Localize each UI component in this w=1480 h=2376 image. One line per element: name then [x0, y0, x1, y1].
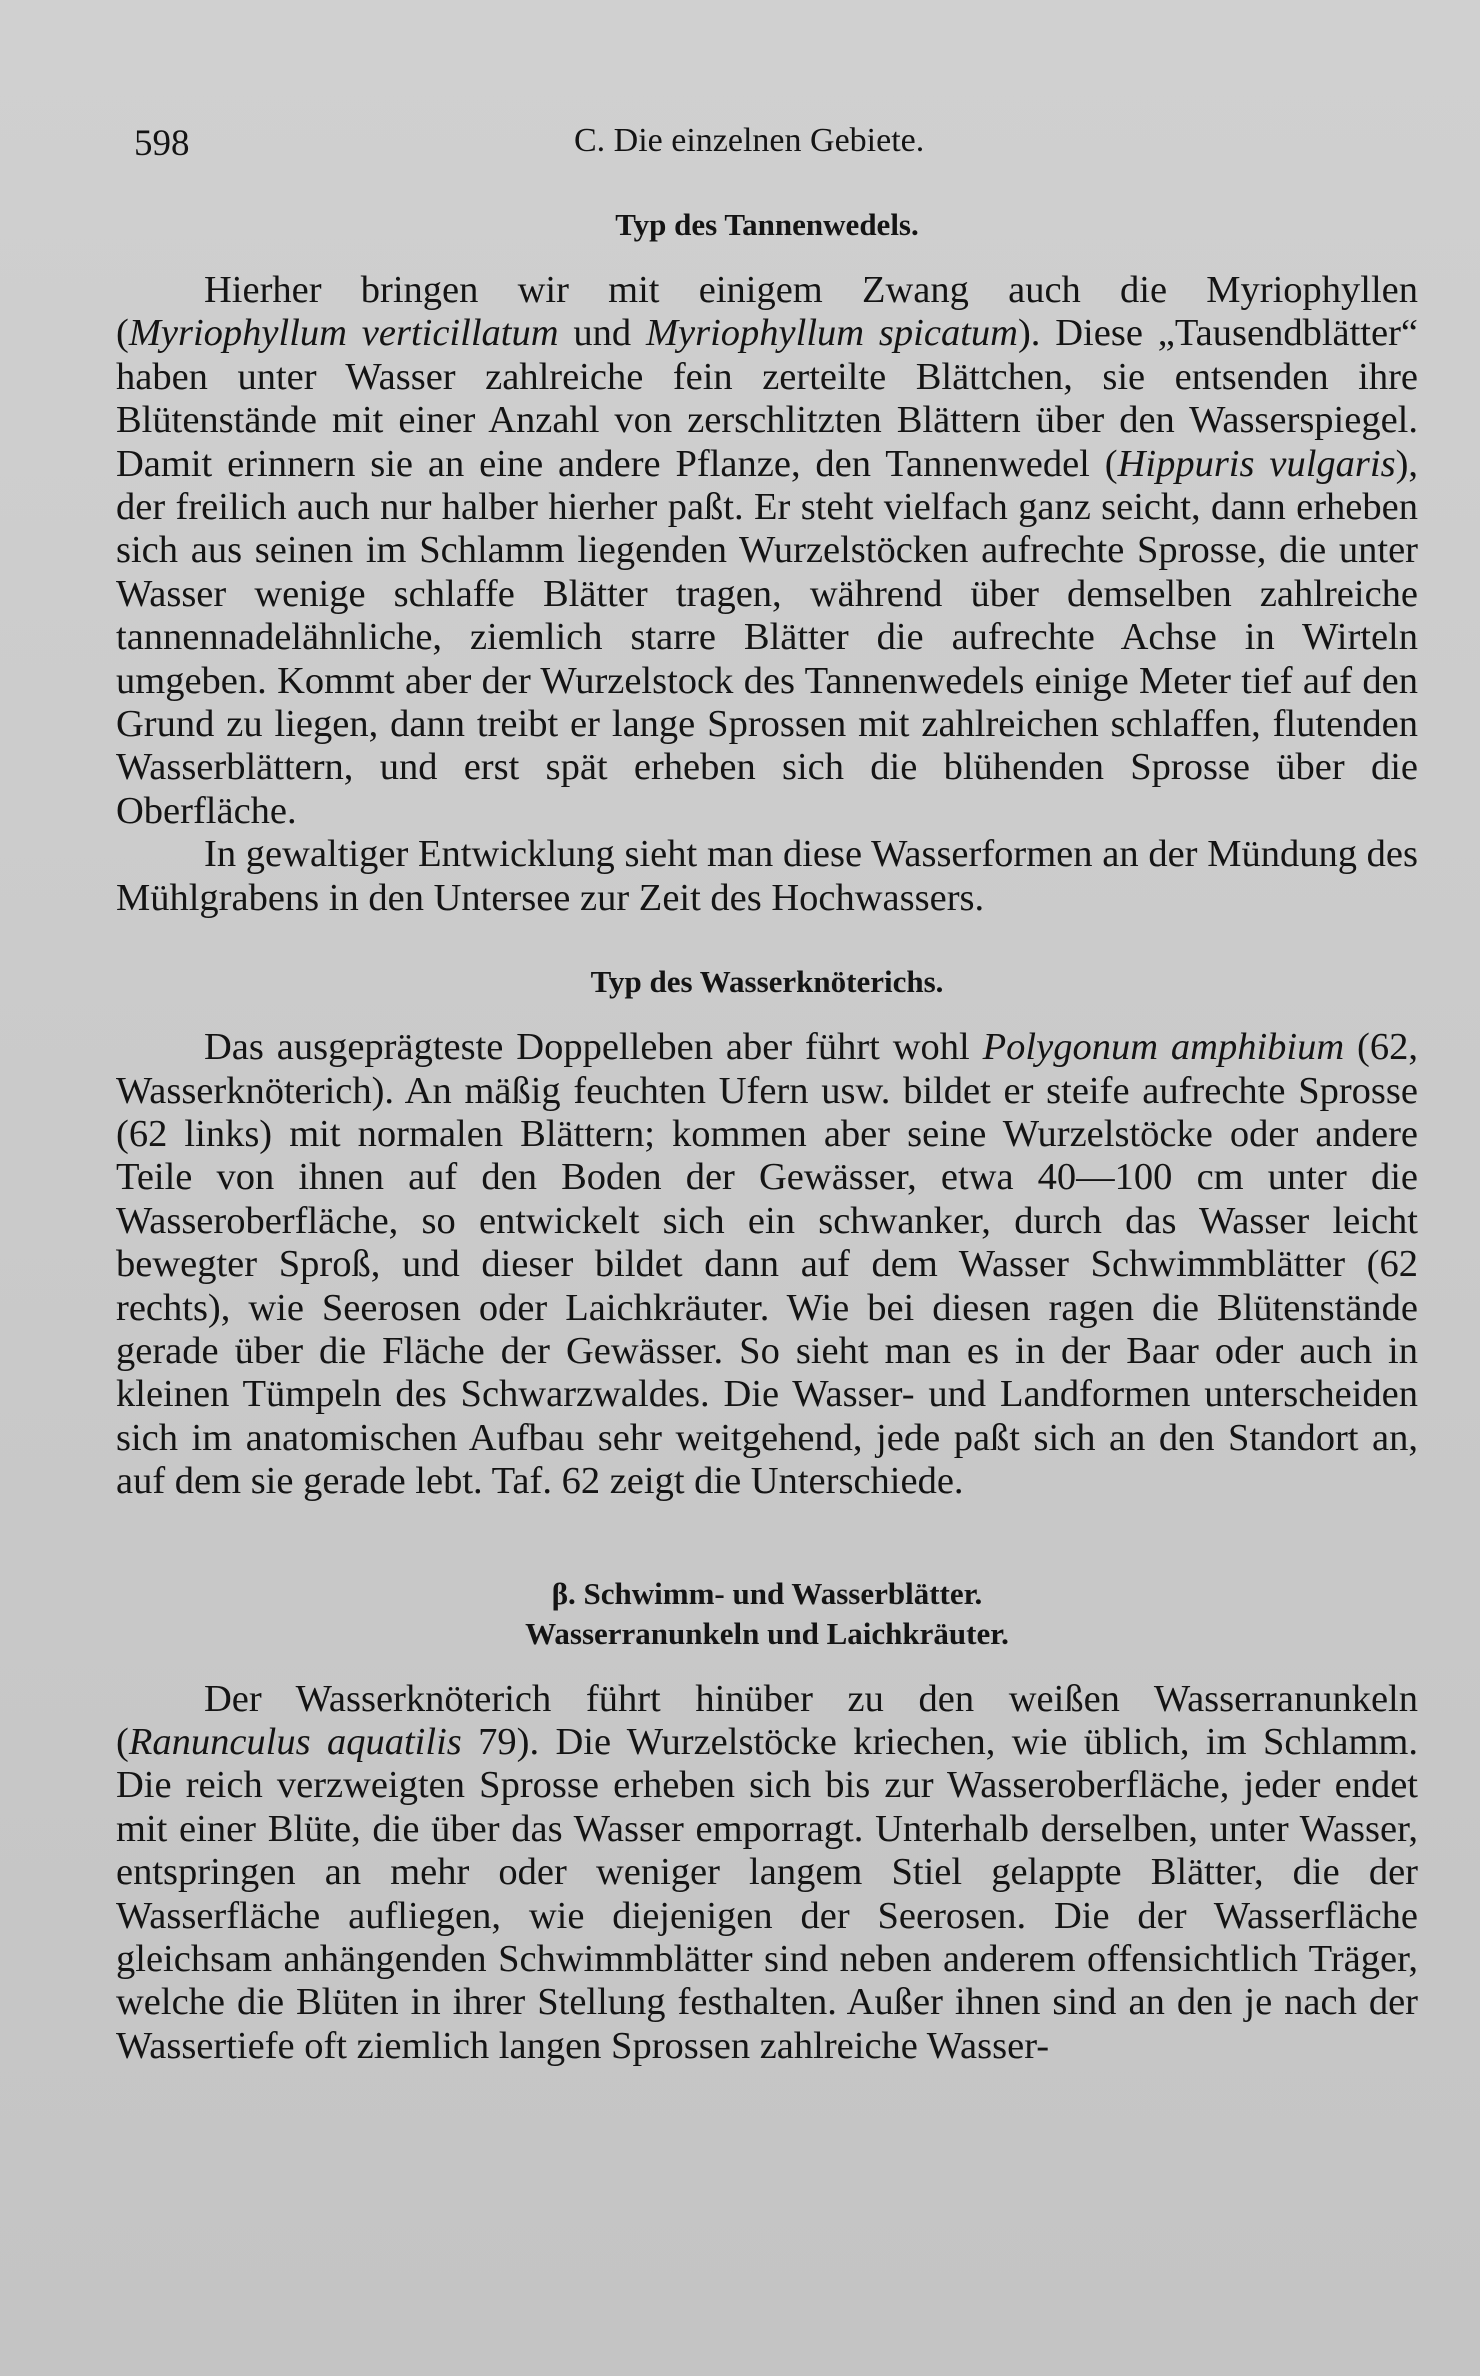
paragraph: In gewaltiger Entwicklung sieht man diese Wasserformen an der Mündung des Mühlgrabens in den Untersee zur Zeit des Hochwassers.: [116, 833, 1418, 919]
text-run: Das ausgeprägteste Doppelleben aber führt wohl: [204, 1026, 983, 1069]
text-run: 79). Die Wurzelstöcke kriechen, wie üblich, im Schlamm. Die reich verzweigten Sprosse erheben sich bis zur Wasseroberfläche, jeder endet mit einer Blüte, die über das Wasser emporragt. Unterhalb derselben, unter Wasser, entspringen an mehr oder weniger langem Stiel gelappte Blätter, die der Wasserfläche aufliegen, wie diejenigen der Seerosen. Die der Wasserfläche gleichsam anhängenden Schwimmblätter sind neben anderem offensichtlich Träger, welche die Blüten in ihrer Stellung festhalten. Außer ihnen sind an den je nach der Wassertiefe oft ziemlich langen Sprossen zahlreiche Wasser-: [116, 1720, 1418, 2067]
text-run: Der Wasserknöterich führt hinüber zu den weißen Wasserranunkeln (: [116, 1677, 1418, 1763]
paragraph: [116, 269, 1418, 833]
text-run: ), der freilich auch nur halber hierher paßt. Er steht vielfach ganz seicht, dann erheben sich aus seinen im Schlamm liegenden Wurzelstöcken aufrechte Sprosse, die unter Wasser wenige schlaffe Blätter tragen, während über demselben zahlreiche tannennadelähnliche, ziemlich starre Blätter die aufrechte Achse in Wirteln umgeben. Kommt aber der Wurzelstock des Tannenwedels einige Meter tief auf den Grund zu liegen, dann treibt er lange Sprossen mit zahlreichen schlaffen, flutenden Wasserblättern, und erst spät erheben sich die blühenden Sprosse über die Oberfläche.: [116, 442, 1419, 832]
page-body: [116, 205, 1418, 2068]
paragraph: [116, 1678, 1418, 2069]
section-title-schwimmblaetter: β. Schwimm- und Wasserblätter.: [551, 1575, 983, 1611]
section-subtitle-wasserranunkeln: Wasserranunkeln und Laichkräuter.: [525, 1615, 1009, 1651]
species-name: Hippuris vulgaris: [1117, 442, 1396, 485]
paragraph: [116, 1026, 1418, 1503]
text-run: und: [558, 312, 646, 355]
text-run: (62, Wasserknöterich). An mäßig feuchten Ufern usw. bildet er steife aufrechte Sprosse (62 links) mit normalen Blättern; kommen aber seine Wurzelstöcke oder andere Teile von ihnen auf den Boden der Gewässer, etwa 40—100 cm unter die Wasseroberfläche, so entwickelt sich ein schwanker, durch das Wasser leicht bewegter Sproß, und dieser bildet dann auf dem Wasser Schwimmblätter (62 rechts), wie Seerosen oder Laichkräuter. Wie bei diesen ragen die Blütenstände gerade über die Fläche der Gewässer. So sieht man es in der Baar oder auch in kleinen Tümpeln des Schwarzwaldes. Die Wasser- und Landformen unterscheiden sich im anatomischen Aufbau sehr weitgehend, jede paßt sich an den Standort an, auf dem sie gerade lebt. Taf. 62 zeigt die Unterschiede.: [116, 1026, 1418, 1503]
page-header: [134, 122, 1410, 172]
section-title-wasserknoeterich: Typ des Wasserknöterichs.: [590, 964, 944, 1000]
species-name: Ranunculus aquatilis: [128, 1720, 462, 1763]
species-name: Polygonum amphibium: [982, 1026, 1345, 1069]
running-head: C. Die einzelnen Gebiete.: [574, 122, 925, 159]
page-number: 598: [134, 123, 190, 164]
section-title-tannenwedel: Typ des Tannenwedels.: [615, 207, 919, 242]
text-run: ). Diese „Tausendblätter“ haben unter Wasser zahlreiche fein zerteilte Blättchen, sie entsenden ihre Blütenstände mit einer Anzahl von zerschlitzten Blättern über den Wasserspiegel. Damit erinnern sie an eine andere Pflanze, den Tannenwedel (: [116, 312, 1418, 485]
text-run: Hierher bringen wir mit einigem Zwang auch die Myriophyllen (: [116, 269, 1418, 355]
species-name: Myriophyllum verticillatum: [128, 312, 559, 355]
species-name: Myriophyllum spicatum: [645, 312, 1018, 355]
